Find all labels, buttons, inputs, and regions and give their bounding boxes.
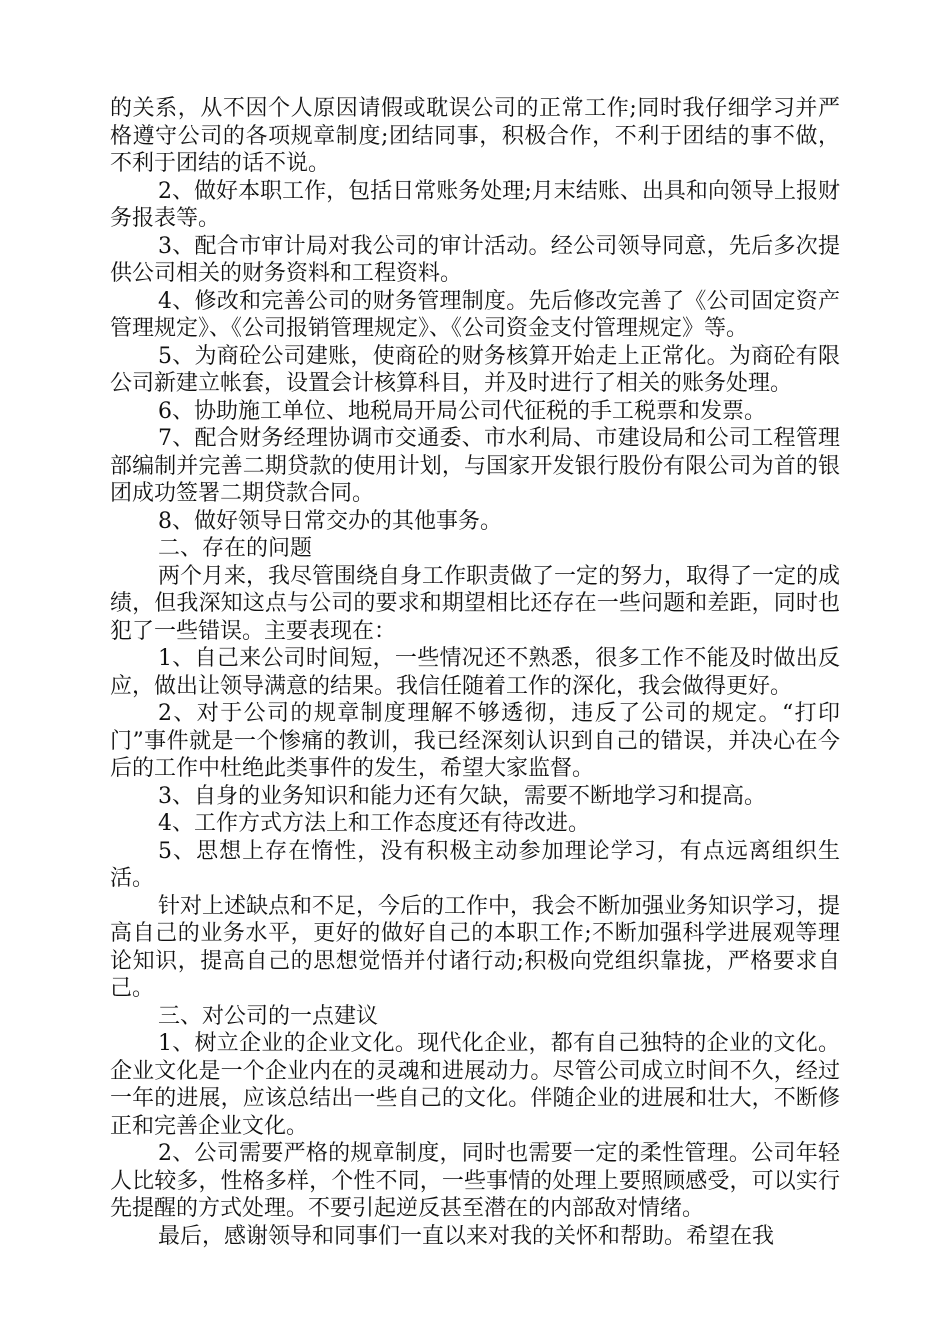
- document-page: [110, 95, 840, 1250]
- paragraph-item-2: 2、做好本职工作，包括日常账务处理;月末结账、出具和向领导上报财务报表等。: [110, 178, 840, 231]
- paragraph-item-6: 6、协助施工单位、地税局开局公司代征税的手工税票和发票。: [158, 398, 766, 424]
- paragraph-item-5: 5、为商砼公司建账，使商砼的财务核算开始走上正常化。为商砼有限公司新建立帐套，设置会计核算科目，并及时进行了相关的账务处理。: [110, 343, 840, 396]
- paragraph-problem-5: 5、思想上存在惰性，没有积极主动参加理论学习，有点远离组织生活。: [110, 838, 840, 891]
- section-heading-suggestions: 三、对公司的一点建议: [158, 1003, 379, 1029]
- paragraph-problem-1: 1、自己来公司时间短，一些情况还不熟悉，很多工作不能及时做出反应，做出让领导满意的结果。我信任随着工作的深化，我会做得更好。: [110, 646, 840, 699]
- paragraph-item-4: 4、修改和完善公司的财务管理制度。先后修改完善了《公司固定资产管理规定》、《公司报销管理规定》、《公司资金支付管理规定》等。: [110, 288, 840, 341]
- paragraph-problem-2: 2、对于公司的规章制度理解不够透彻，违反了公司的规定。“打印门”事件就是一个惨痛的教训，我已经深刻认识到自己的错误，并决心在今后的工作中杜绝此类事件的发生，希望大家监督。: [110, 701, 840, 781]
- paragraph-item-3: 3、配合市审计局对我公司的审计活动。经公司领导同意，先后多次提供公司相关的财务资料和工程资料。: [110, 233, 840, 286]
- paragraph-improvement-plan: 针对上述缺点和不足，今后的工作中，我会不断加强业务知识学习，提高自己的业务水平，更好的做好自己的本职工作;不断加强科学进展观等理论知识，提高自己的思想觉悟并付诸行动;积极向党组织靠拢，严格要求自己。: [110, 893, 841, 1001]
- paragraph-closing: 最后，感谢领导和同事们一直以来对我的关怀和帮助。希望在我: [158, 1223, 775, 1249]
- paragraph-problems-intro: 两个月来，我尽管围绕自身工作职责做了一定的努力，取得了一定的成绩，但我深知这点与公司的要求和期望相比还存在一些问题和差距，同时也犯了一些错误。主要表现在：: [110, 563, 841, 644]
- paragraph-suggestion-1: 1、树立企业的企业文化。现代化企业，都有自己独特的企业的文化。企业文化是一个企业内在的灵魂和进展动力。尽管公司成立时间不久，经过一年的进展，应该总结出一些自己的文化。伴随企业的进展和壮大，不断修正和完善企业文化。: [110, 1031, 840, 1139]
- paragraph-problem-4: 4、工作方式方法上和工作态度还有待改进。: [158, 811, 590, 836]
- paragraph-intro-continuation: 的关系，从不因个人原因请假或耽误公司的正常工作;同时我仔细学习并严格遵守公司的各项规章制度;团结同事，积极合作，不利于团结的事不做，不利于团结的话不说。: [110, 96, 840, 176]
- paragraph-problem-3: 3、自身的业务知识和能力还有欠缺，需要不断地学习和提高。: [158, 783, 766, 809]
- paragraph-item-7: 7、配合财务经理协调市交通委、市水利局、市建设局和公司工程管理部编制并完善二期贷款的使用计划，与国家开发银行股份有限公司为首的银团成功签署二期贷款合同。: [110, 426, 840, 506]
- paragraph-suggestion-2: 2、公司需要严格的规章制度，同时也需要一定的柔性管理。公司年轻人比较多，性格多样，个性不同，一些事情的处理上要照顾感受，可以实行先提醒的方式处理。不要引起逆反甚至潜在的内部敌对情绪。: [110, 1141, 840, 1221]
- section-heading-problems: 二、存在的问题: [158, 536, 313, 561]
- paragraph-item-8: 8、做好领导日常交办的其他事务。: [158, 508, 502, 534]
